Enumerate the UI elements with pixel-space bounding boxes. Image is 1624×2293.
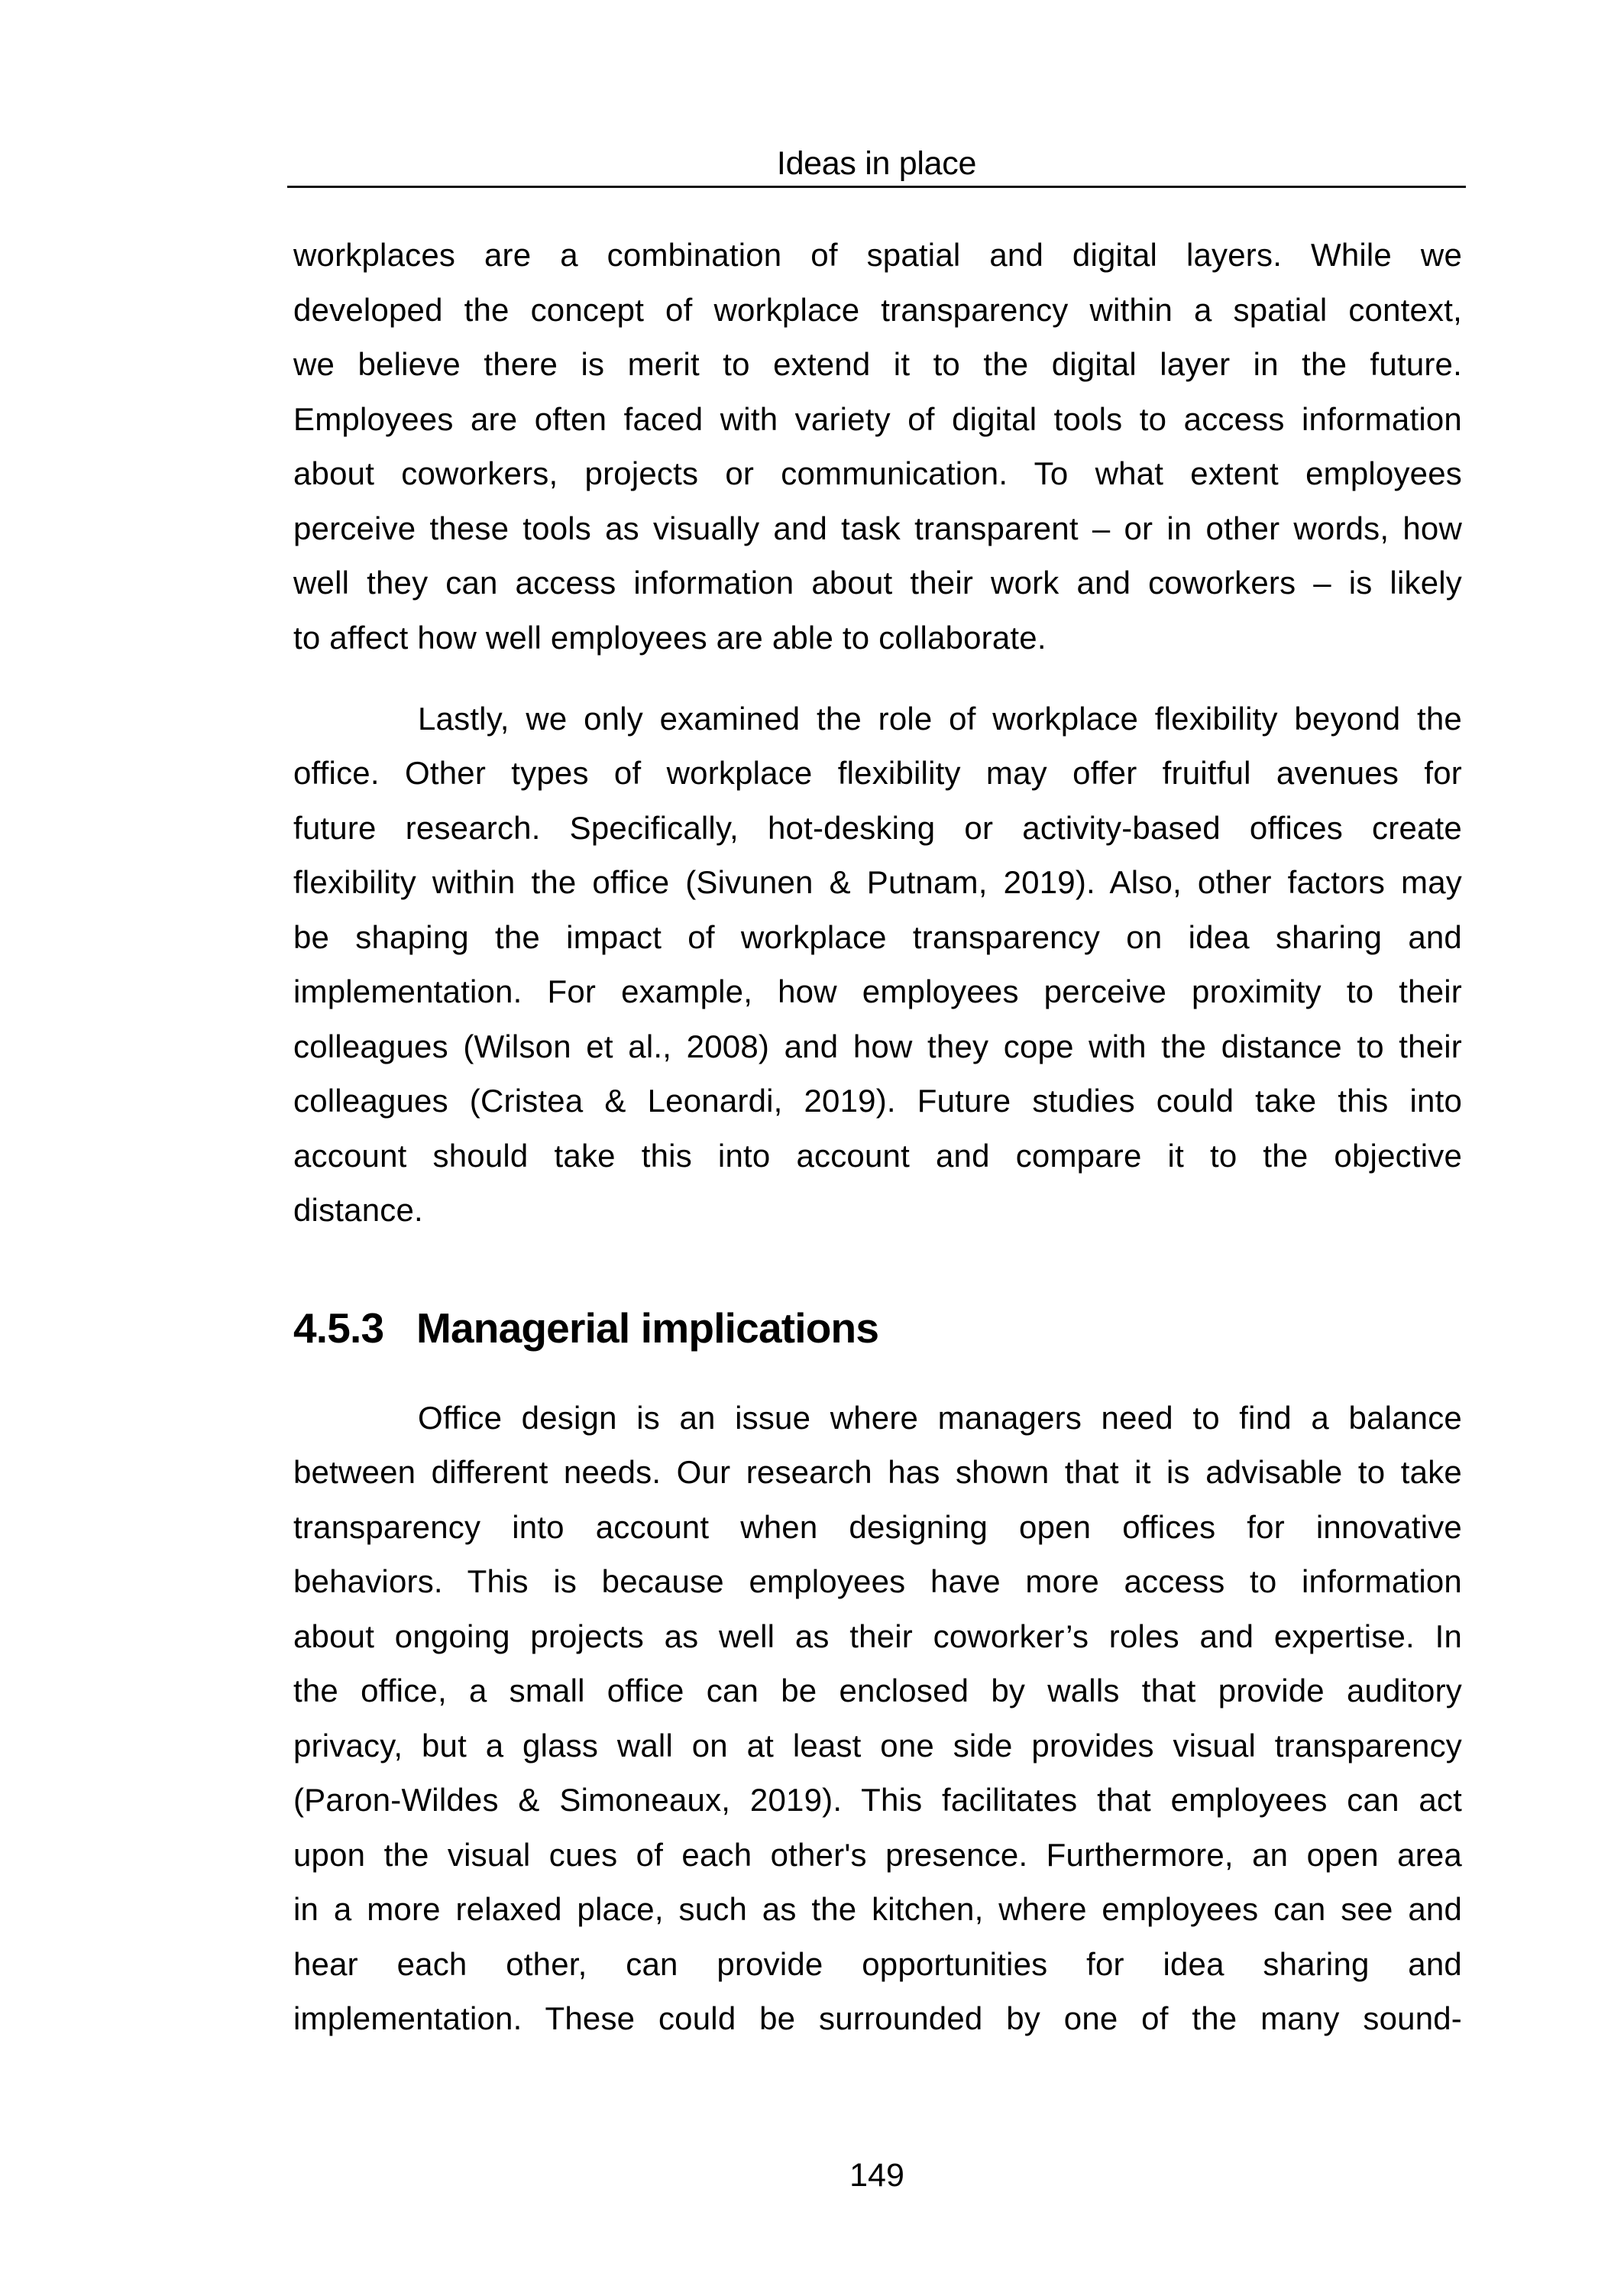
- text-line: transparency into account when designing open offices for innovative: [293, 1509, 1462, 1545]
- header-rule: [287, 186, 1466, 188]
- text-line: future research. Specifically, hot-desking or activity-based offices create: [293, 810, 1462, 846]
- text-line: colleagues (Cristea & Leonardi, 2019). Future studies could take this into: [293, 1083, 1462, 1119]
- text-line: between different needs. Our research has shown that it is advisable to take: [293, 1454, 1462, 1490]
- text-line: flexibility within the office (Sivunen & Putnam, 2019). Also, other factors may: [293, 864, 1462, 900]
- text-line: distance.: [293, 1192, 423, 1228]
- text-line: behaviors. This is because employees have more access to information: [293, 1563, 1462, 1599]
- text-line: Lastly, we only examined the role of workplace flexibility beyond the: [418, 701, 1462, 737]
- running-header: Ideas in place: [776, 145, 977, 182]
- text-line: implementation. For example, how employees perceive proximity to their: [293, 973, 1462, 1009]
- text-line: account should take this into account and compare it to the objective: [293, 1138, 1462, 1174]
- section-number: 4.5.3: [293, 1304, 384, 1352]
- text-line: about coworkers, projects or communication. To what extent employees: [293, 455, 1462, 491]
- text-line: in a more relaxed place, such as the kitchen, where employees can see and: [293, 1891, 1462, 1927]
- section-heading: [293, 1303, 878, 1353]
- text-line: (Paron-Wildes & Simoneaux, 2019). This facilitates that employees can act: [293, 1782, 1462, 1818]
- text-line: the office, a small office can be enclosed by walls that provide auditory: [293, 1673, 1462, 1708]
- text-line: perceive these tools as visually and task transparent – or in other words, how: [293, 510, 1462, 546]
- text-line: workplaces are a combination of spatial and digital layers. While we: [293, 237, 1462, 273]
- text-line: well they can access information about their work and coworkers – is likely: [293, 565, 1462, 601]
- section-title: Managerial implications: [416, 1304, 879, 1352]
- text-line: implementation. These could be surrounded by one of the many sound-: [293, 2000, 1462, 2036]
- text-line: be shaping the impact of workplace transparency on idea sharing and: [293, 919, 1462, 955]
- text-line: hear each other, can provide opportunities for idea sharing and: [293, 1946, 1462, 1982]
- text-line: privacy, but a glass wall on at least one side provides visual transparency: [293, 1728, 1462, 1763]
- text-line: colleagues (Wilson et al., 2008) and how they cope with the distance to their: [293, 1028, 1462, 1064]
- text-line: about ongoing projects as well as their coworker’s roles and expertise. In: [293, 1618, 1462, 1654]
- text-line: to affect how well employees are able to collaborate.: [293, 620, 1047, 656]
- text-line: developed the concept of workplace transparency within a spatial context,: [293, 292, 1462, 328]
- text-line: we believe there is merit to extend it to the digital layer in the future.: [293, 346, 1462, 382]
- text-line: Office design is an issue where managers need to find a balance: [418, 1400, 1462, 1436]
- text-line: upon the visual cues of each other's presence. Furthermore, an open area: [293, 1837, 1462, 1873]
- page-number: 149: [849, 2157, 904, 2194]
- text-line: office. Other types of workplace flexibility may offer fruitful avenues for: [293, 755, 1462, 791]
- text-line: Employees are often faced with variety of digital tools to access information: [293, 401, 1462, 437]
